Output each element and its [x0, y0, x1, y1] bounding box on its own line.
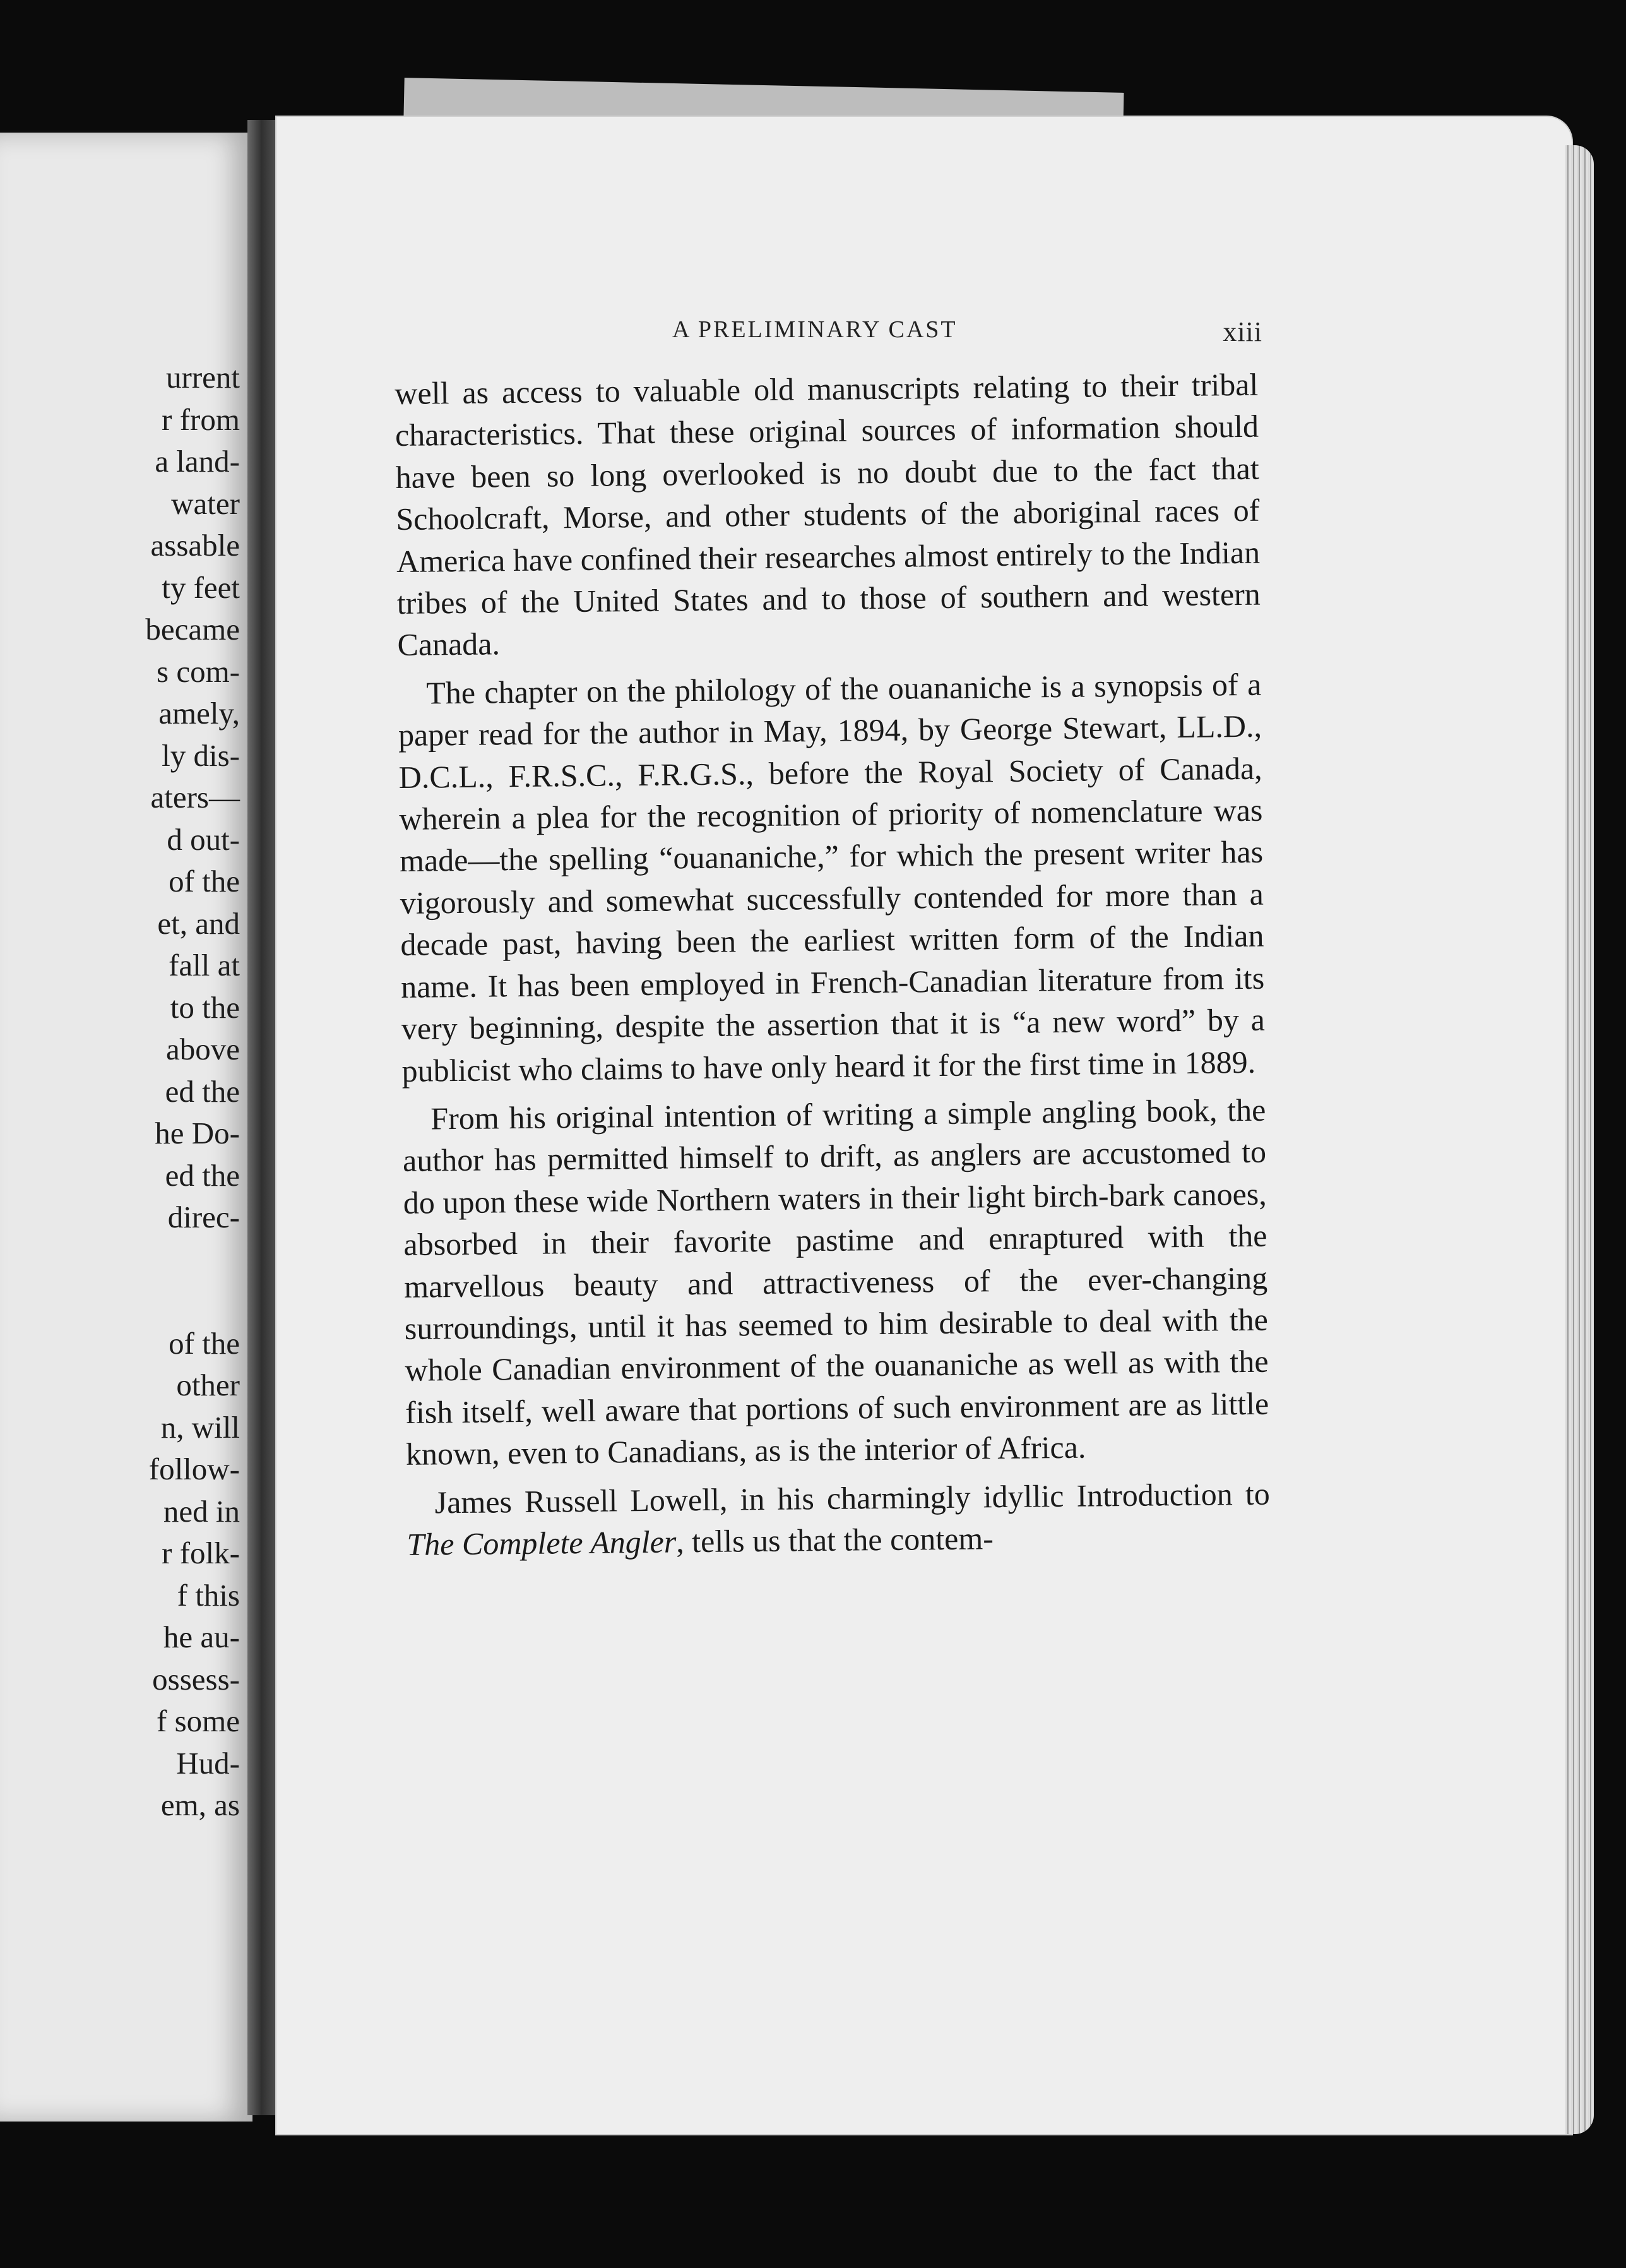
left-line: aters—	[150, 780, 240, 815]
paragraph-text: James Russell Lowell, in his charmingly idyllic Introduction to	[434, 1476, 1270, 1520]
left-line: ed the	[165, 1073, 240, 1109]
left-line: to the	[170, 989, 240, 1025]
left-line: r folk-	[162, 1536, 240, 1570]
left-line: he au-	[163, 1620, 240, 1654]
left-line: s com-	[157, 654, 240, 689]
paragraph: well as access to valuable old manuscripts relating to their tribal characteristics. That these original sources of information should have been so long overlooked is no doubt due to the fact that Schoolcraft, Morse, and other students of the aboriginal races of America have confined their researches almost entirely to the Indian tribes of the United States and to those of southern and western Canada.	[395, 366, 1261, 663]
book-title: The Complete Angler	[406, 1524, 677, 1562]
paragraph: The chapter on the philology of the ouananiche is a synopsis of a paper read for the author in May, 1894, by George Stewart, LL.D., D.C.L., F.R.S.C., F.R.G.S., before the Royal Society of Canada, wherein a plea for the recognition of priority of nomenclature was made—the spelling “ouananiche,” for which the present writer has vigorously and somewhat successfully contended for more than a decade past, having been the earliest written form of the Indian name. It has been employed in French-Canadian literature from its very beginning, despite the assertion that it is “a new word” by a publicist who claims to have only heard it for the first time in 1889.	[398, 666, 1266, 1089]
left-line: Hud-	[176, 1745, 240, 1781]
left-line: ed the	[165, 1157, 240, 1193]
paragraph-gap	[50, 1239, 240, 1323]
left-line: ty feet	[162, 570, 240, 605]
running-head: A PRELIMINARY CAST	[672, 316, 958, 343]
left-line: became	[145, 612, 240, 647]
left-line: urrent	[166, 360, 240, 395]
left-line: ly dis-	[162, 737, 240, 773]
left-line: ossess-	[152, 1661, 240, 1697]
left-line: f this	[177, 1577, 240, 1613]
left-line: fall at	[169, 948, 240, 982]
paragraph	[406, 1472, 1270, 1565]
left-page	[0, 133, 252, 2122]
left-line: et, and	[157, 905, 240, 941]
left-line: assable	[150, 528, 240, 563]
left-line: of the	[169, 864, 240, 898]
left-line: direc-	[167, 1200, 240, 1234]
left-line: f some	[157, 1704, 240, 1738]
page-edges	[1565, 145, 1594, 2134]
left-line: follow-	[148, 1452, 240, 1486]
left-line: water	[171, 486, 240, 521]
left-line: d out-	[167, 821, 240, 857]
left-page-text	[50, 357, 240, 1827]
left-line: other	[176, 1368, 240, 1402]
left-line: he Do-	[155, 1116, 240, 1150]
book-gutter	[247, 120, 279, 2115]
page-header	[391, 316, 1262, 354]
paragraph-text: , tells us that the contem-	[675, 1520, 994, 1560]
left-line: above	[166, 1032, 240, 1066]
left-line: r from	[162, 402, 240, 437]
left-line: em, as	[160, 1788, 240, 1822]
left-line: of the	[169, 1325, 240, 1361]
left-line: n, will	[160, 1409, 240, 1445]
left-line: a land-	[155, 444, 240, 479]
body-text	[395, 364, 1271, 1572]
paragraph: From his original intention of writing a simple angling book, the author has permitted himself to drift, as anglers are accustomed to do upon these wide Northern waters in their light birch-bark canoes, absorbed in their favorite pastime and enraptured with the marvellous beauty and attractiveness of the ever-changing surroundings, until it has seemed to him desirable to deal with the whole Canadian environment of the ouananiche as well as with the fish itself, well aware that portions of such environment are as little known, even to Canadians, as is the interior of Africa.	[402, 1092, 1269, 1472]
left-line: ned in	[163, 1493, 240, 1529]
left-line: amely,	[158, 696, 240, 731]
page-number: xiii	[1223, 316, 1262, 347]
